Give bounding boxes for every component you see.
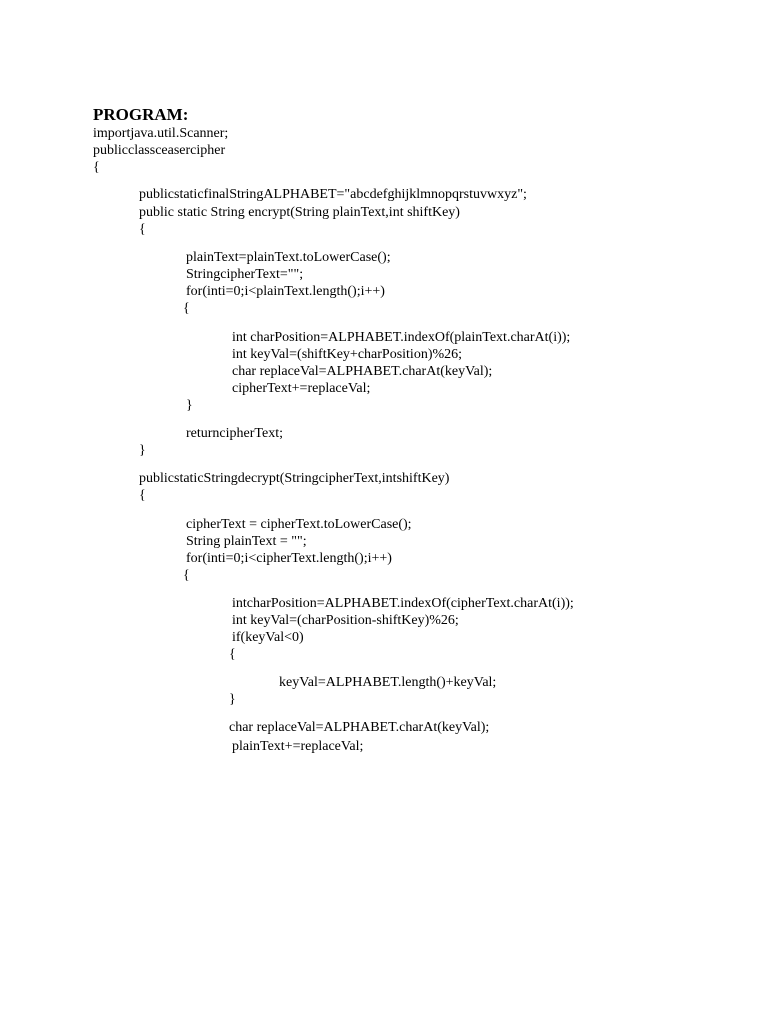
code-line: { — [93, 160, 100, 175]
code-line: public static String encrypt(String plainText,int shiftKey) — [139, 205, 460, 220]
code-line: int keyVal=(charPosition-shiftKey)%26; — [232, 613, 459, 628]
code-line: } — [186, 398, 193, 413]
code-line: int keyVal=(shiftKey+charPosition)%26; — [232, 347, 463, 362]
code-line: keyVal=ALPHABET.length()+keyVal; — [279, 675, 497, 690]
code-line: plainText+=replaceVal; — [232, 739, 364, 754]
code-line: int charPosition=ALPHABET.indexOf(plainText.charAt(i)); — [232, 330, 571, 345]
code-line: char replaceVal=ALPHABET.charAt(keyVal); — [232, 364, 493, 379]
code-line: { — [183, 568, 190, 583]
code-line: String plainText = ""; — [186, 534, 307, 549]
code-line: publicstaticStringdecrypt(StringcipherText,intshiftKey) — [139, 471, 450, 486]
code-line: for(inti=0;i<plainText.length();i++) — [186, 284, 385, 299]
code-line: } — [139, 443, 146, 458]
code-line: plainText=plainText.toLowerCase(); — [186, 250, 391, 265]
code-line: { — [139, 222, 146, 237]
code-line: { — [183, 301, 190, 316]
code-line: publicstaticfinalStringALPHABET="abcdefghijklmnopqrstuvwxyz"; — [139, 187, 527, 202]
code-line: if(keyVal<0) — [232, 630, 304, 645]
code-line: } — [229, 692, 236, 707]
code-line: intcharPosition=ALPHABET.indexOf(cipherText.charAt(i)); — [232, 596, 574, 611]
code-line: publicclassceasercipher — [93, 143, 226, 158]
code-line: for(inti=0;i<cipherText.length();i++) — [186, 551, 392, 566]
code-line: importjava.util.Scanner; — [93, 126, 229, 141]
code-line: char replaceVal=ALPHABET.charAt(keyVal); — [229, 720, 490, 735]
program-heading: PROGRAM: — [93, 105, 189, 124]
code-line: { — [229, 647, 236, 662]
code-line: returncipherText; — [186, 426, 283, 441]
code-line: StringcipherText=""; — [186, 267, 304, 282]
code-line: cipherText = cipherText.toLowerCase(); — [186, 517, 412, 532]
code-line: { — [139, 488, 146, 503]
code-line: cipherText+=replaceVal; — [232, 381, 371, 396]
